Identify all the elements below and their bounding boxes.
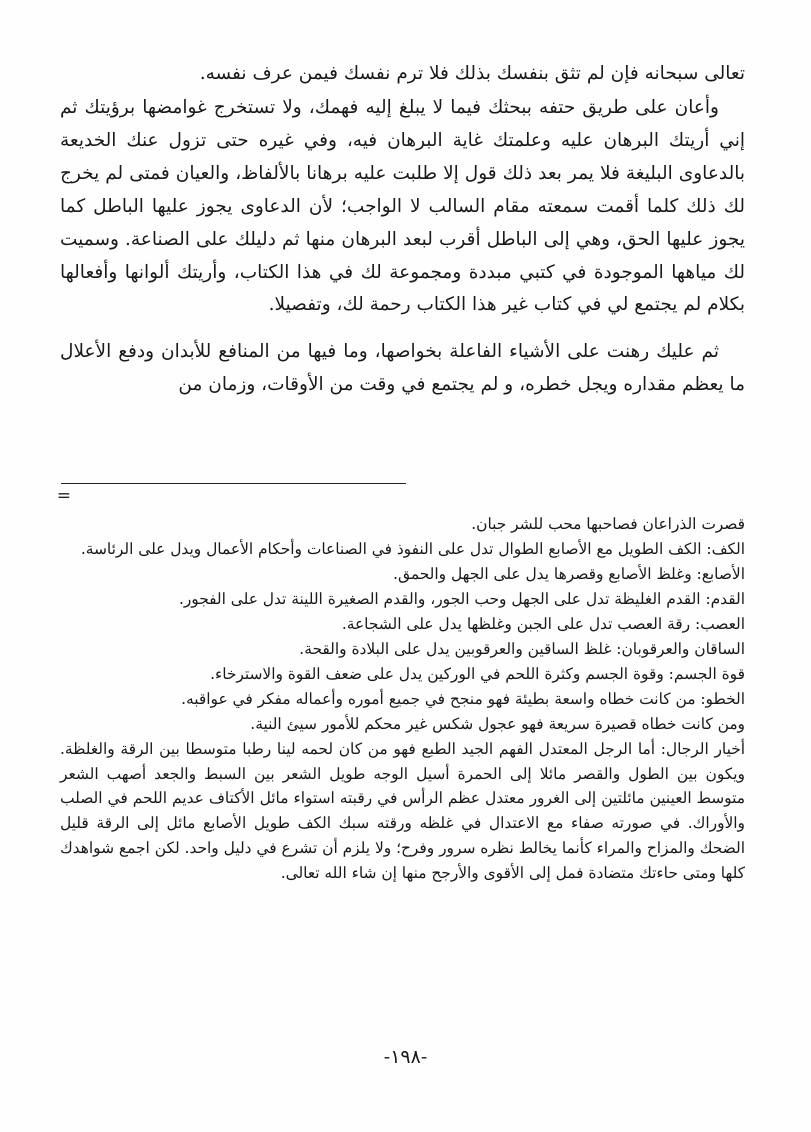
footnote-line: الأصابع: وغلظ الأصابع وقصرها يدل على الجهل والحمق. <box>393 564 745 583</box>
footnote-line: الساقان والعرقوبان: غلظ الساقين والعرقوبين يدل على البلادة والقحة. <box>299 639 745 658</box>
footnote-block <box>60 512 745 886</box>
footnote-line: العصب: رقة العصب تدل على الجبن وغلظها يدل على الشجاعة. <box>341 614 745 633</box>
footnote-line: الخطو: من كانت خطاه واسعة بطيئة فهو منجح في جميع أموره وأعماله مفكر في عواقبه. <box>181 689 745 708</box>
footnote-line: ومن كانت خطاه قصيرة سريعة فهو عجول شكس غير محكم للأمور سيئ النية. <box>250 714 745 733</box>
footnote-line: الكف: الكف الطويل مع الأصابع الطوال تدل على النفوذ في الصناعات وأحكام الأعمال ويدل على الرئاسة. <box>80 539 745 558</box>
main-text-block <box>60 58 745 403</box>
footnote-line: قوة الجسم: وقوة الجسم وكثرة اللحم في الوركين يدل على ضعف القوة والاسترخاء. <box>210 664 745 683</box>
footnote-line: القدم: القدم الغليظة تدل على الجهل وحب الجور، والقدم الصغيرة اللينة تدل على الفجور. <box>178 589 745 608</box>
continuation-mark: = <box>56 486 71 506</box>
footnote-line: أخيار الرجال: أما الرجل المعتدل الفهم الجيد الطبع فهو من كان لحمه لينا رطبا متوسطا بين الرقة والغلظة. ويكون بين الطول والقصر مائلا إلى الحمرة أسيل الوجه طويل الشعر بين السبط والجعد أصهب الشعر متوسط العينين مائلتين إلى الغرور معتدل عظم الرأس في رقبته استواء مائل الأكتاف عديم اللحم في الصلب والأوراك. في صورته صفاء مع الاعتدال في غلظه ورقته سبك الكف طويل الأصابع مائل إلى الرقة قليل الضحك والمزاح والمراء كأنما يخالط نظره سرور وفرح؛ ولا يلزم أن تشرع في دليل واحد. لكن اجمع شواهدك كلها ومتى حاءتك متضادة فمل إلى الأقوى والأرجح منها إن شاء الله تعالى. <box>60 739 745 883</box>
paragraph-spacer <box>60 323 745 336</box>
footnote-separator <box>56 483 751 506</box>
footnote-line: قصرت الذراعان فصاحبها محب للشر جبان. <box>471 515 745 533</box>
paragraph: وأعان على طريق حتفه ببحثك فيما لا يبلغ إليه فهمك، ولا تستخرج غوامضها برؤيتك ثم إني أريتك البرهان عليه وعلمتك غاية البرهان فيه، وفي غيره حتى تزول عنك الخديعة بالدعاوى البليغة فلا يمر بعد ذلك قول إلا طلبت عليه برهانا بالألفاظ، والعيان فمتى لم يخرج لك ذلك كلما أقمت سمعته مقام السالب لا الواجب؛ لأن الدعاوى يجوز عليها الباطل كما يجوز عليها الحق، وهي إلى الباطل أقرب لبعد البرهان منها ثم دليلك على الصناعة. وسميت لك مياهها الموجودة في كتبي مبددة ومجموعة لك في هذا الكتاب، وأريتك ألوانها وأفعالها بكلام لم يجتمع لي في كتاب غير هذا الكتاب رحمة لك، وتفصيلا. <box>60 96 745 316</box>
footnote-rule <box>61 483 406 484</box>
paragraph: تعالى سبحانه فإن لم تثق بنفسك بذلك فلا ترم نفسك فيمن عرف نفسه. <box>199 63 745 84</box>
page-number: -١٩٨- <box>383 1046 428 1068</box>
paragraph: ثم عليك رهنت على الأشياء الفاعلة بخواصها، وما فيها من المنافع للأبدان ودفع الأعلال ما يعظم مقداره ويجل خطره، و لم يجتمع في وقت من الأوقات، وزمان من <box>60 341 745 396</box>
